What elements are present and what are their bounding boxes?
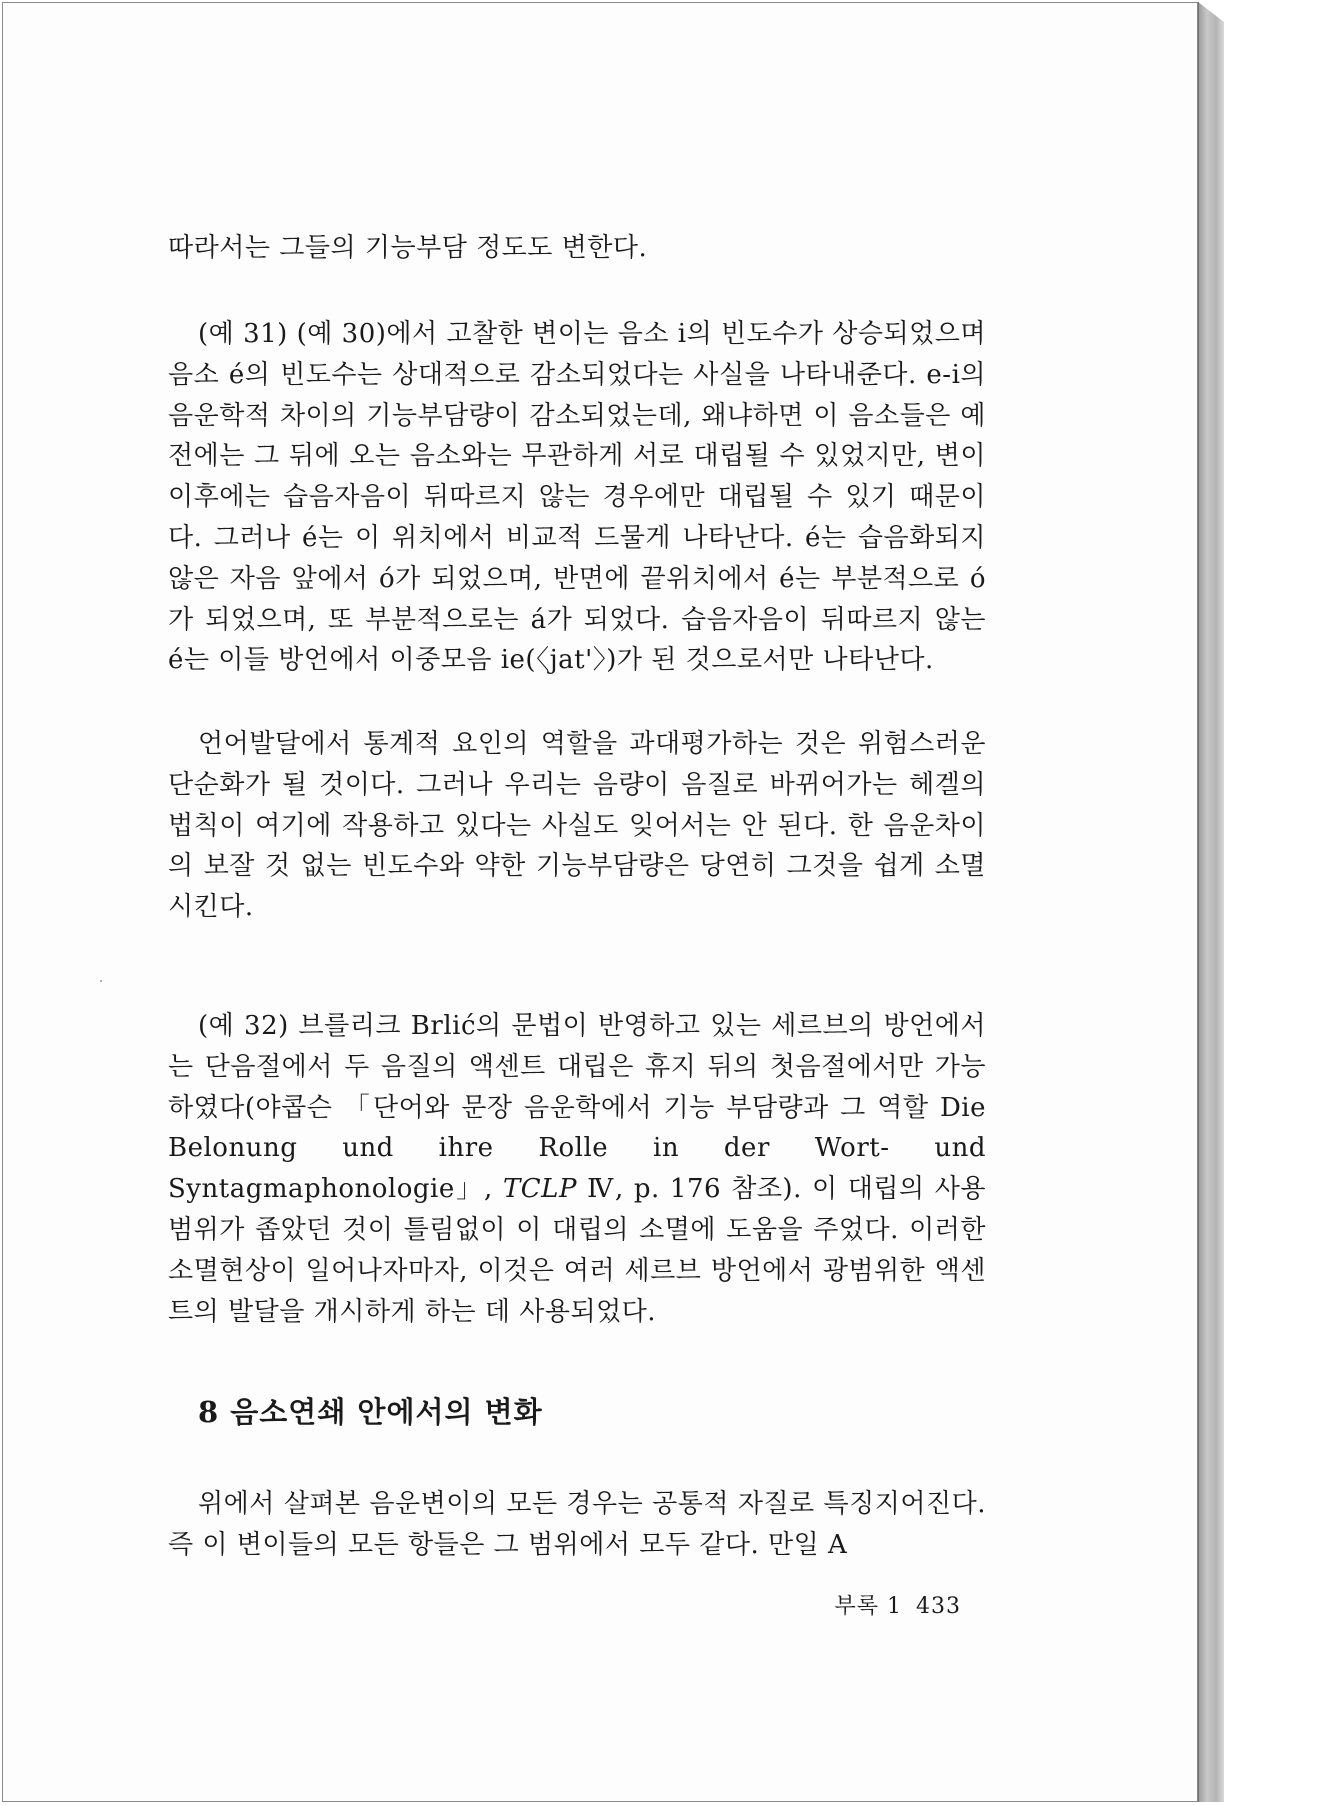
footer-section: 부록 1 <box>834 1594 902 1619</box>
page-footer <box>821 1592 962 1622</box>
page-edge-line <box>1198 2 1199 1802</box>
paragraph-phoneme-sequence: 위에서 살펴본 음운변이의 모든 경우는 공통적 자질로 특징지어진다. 즉 이 변이들의 모든 항들은 그 범위에서 모두 같다. 만일 A <box>168 1489 986 1560</box>
page-number: 433 <box>916 1594 961 1619</box>
scan-speck <box>100 980 102 982</box>
paragraph-example-32 <box>168 1006 986 1332</box>
journal-title: TCLP <box>502 1174 577 1205</box>
page-stack-edge <box>1198 2 1224 1802</box>
paragraph-continuation: 따라서는 그들의 기능부담 정도도 변한다. <box>168 233 648 263</box>
section-heading: 8 음소연쇄 안에서의 변화 <box>198 1395 543 1429</box>
paragraph-example-32-text-a: (예 32) 브를리크 Brlić의 문법이 반영하고 있는 세르브의 방언에서는 단음절에서 두 음질의 액센트 대립은 휴지 뒤의 첫음절에서만 가능하였다(야콥슨 「단어와 문장 음운학에서 기능 부담량과 그 역할 Die Belonung und ihre Rolle in der Wort- und Syntagmaphonologie」, <box>168 1011 986 1205</box>
paragraph-example-32-text-b: Ⅳ, p. 176 참조). 이 대립의 사용범위가 좁았던 것이 틀림없이 이 대립의 소멸에 도움을 주었다. 이러한 소멸현상이 일어나자마자, 이것은 여러 세르브 방언에서 광범위한 액센트의 발달을 개시하게 하는 데 사용되었다. <box>168 1174 986 1327</box>
paragraph-statistical-factor: 언어발달에서 통계적 요인의 역할을 과대평가하는 것은 위험스러운 단순화가 될 것이다. 그러나 우리는 음량이 음질로 바뀌어가는 헤겔의 법칙이 여기에 작용하고 있다는 사실도 잊어서는 안 된다. 한 음운차이의 보잘 것 없는 빈도수와 약한 기능부담량은 당연히 그것을 쉽게 소멸시킨다. <box>168 729 986 923</box>
paragraph-example-31: (예 31) (예 30)에서 고찰한 변이는 음소 i의 빈도수가 상승되었으며 음소 é의 빈도수는 상대적으로 감소되었다는 사실을 나타내준다. e-i의 음운학적 차이의 기능부담량이 감소되었는데, 왜냐하면 이 음소들은 예전에는 그 뒤에 오는 음소와는 무관하게 서로 대립될 수 있었지만, 변이 이후에는 습음자음이 뒤따르지 않는 경우에만 대립될 수 있기 때문이다. 그러나 é는 이 위치에서 비교적 드물게 나타난다. é는 습음화되지 않은 자음 앞에서 ó가 되었으며, 반면에 끝위치에서 é는 부분적으로 ó가 되었으며, 또 부분적으로는 á가 되었다. 습음자음이 뒤따르지 않는 é는 이들 방언에서 이중모음 ie(〈jat'〉)가 된 것으로서만 나타난다. <box>168 319 986 676</box>
